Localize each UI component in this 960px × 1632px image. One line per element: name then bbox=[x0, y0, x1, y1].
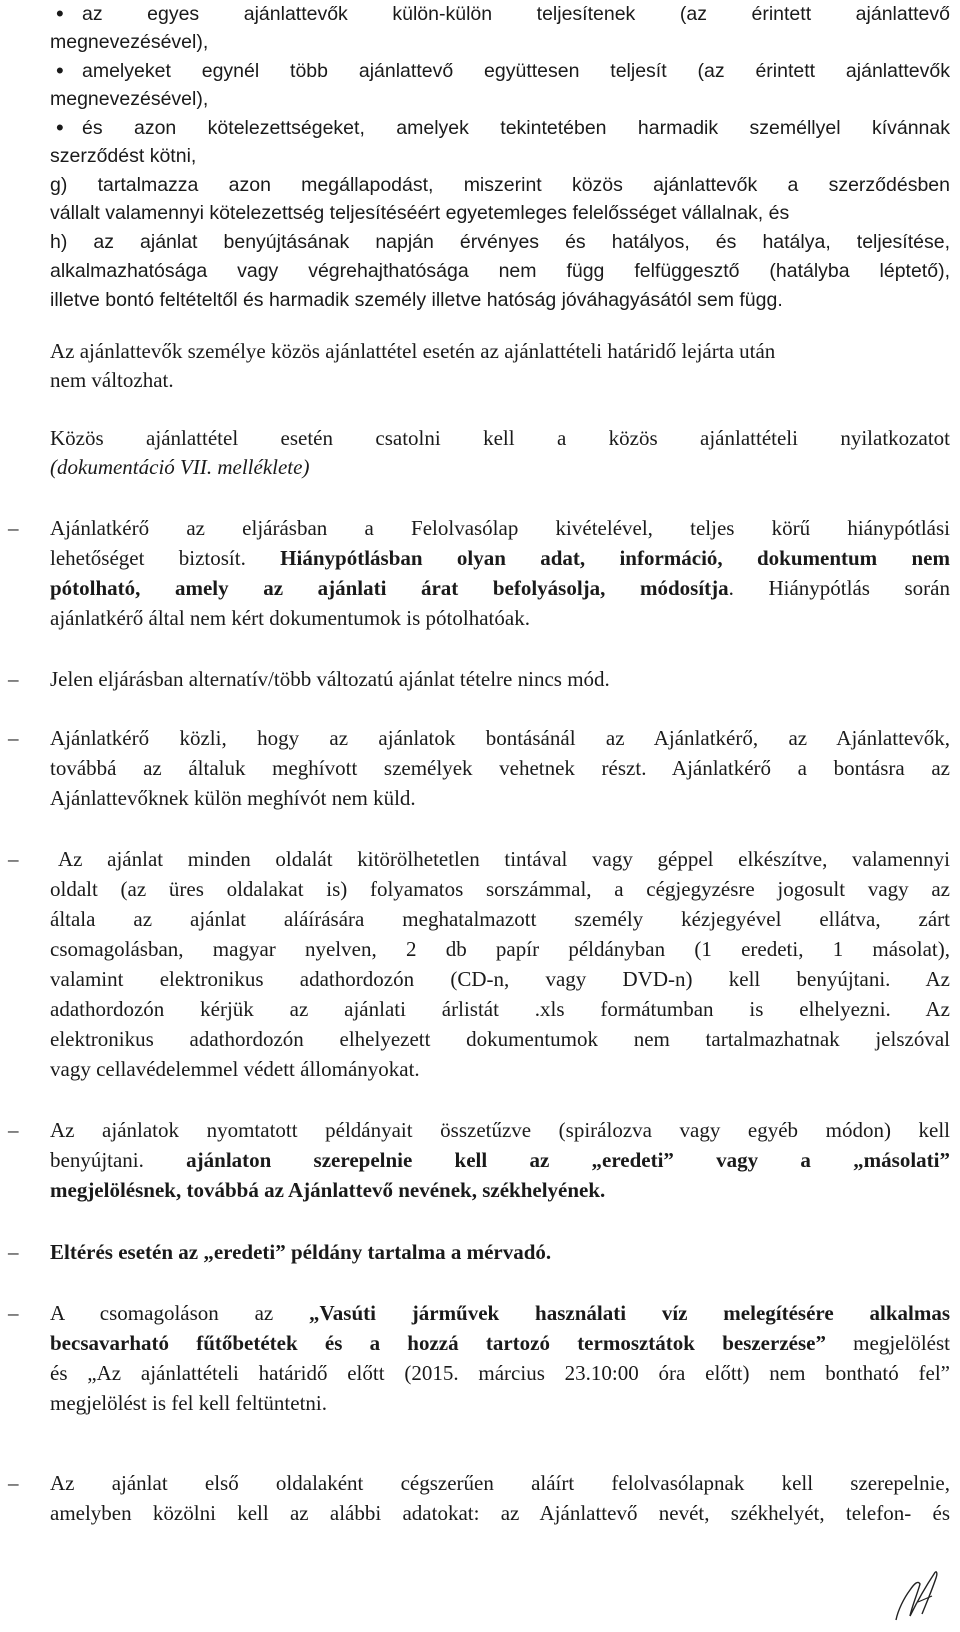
bold-text-run: Hiánypótlásban olyan adat, információ, dokumentum nem bbox=[280, 546, 950, 570]
bullet-dot: • bbox=[56, 115, 64, 140]
discrepancy-line bbox=[50, 1237, 950, 1267]
handwritten-initials bbox=[888, 1562, 948, 1626]
text-run: . Hiánypótlás során bbox=[728, 576, 950, 600]
pages-paragraph-line: általa az ajánlat aláírására meghatalmazott személy kézjegyével ellátva, zárt bbox=[50, 907, 950, 931]
packaging-paragraph-line: megjelölést is fel kell feltüntetni. bbox=[50, 1391, 328, 1415]
bullet-text-line: és azon kötelezettségeket, amelyek tekintetében harmadik személlyel kívánnak bbox=[82, 117, 950, 139]
bullet-text-line: megnevezésével), bbox=[50, 31, 209, 53]
dash-bullet: – bbox=[8, 1301, 19, 1325]
bullet-text-line: amelyeket egynél több ajánlattevő együttesen teljesít (az érintett ajánlattevők bbox=[82, 60, 950, 82]
text-run: megjelölést bbox=[825, 1331, 950, 1355]
pages-paragraph-line: csomagolásban, magyar nyelven, 2 db papír példányban (1 eredeti, 1 másolat), bbox=[50, 937, 950, 961]
dash-bullet: – bbox=[8, 1240, 19, 1264]
pages-paragraph-line: valamint elektronikus adathordozón (CD-n, vagy DVD-n) kell benyújtani. Az bbox=[50, 967, 950, 991]
bullet-text-line: az egyes ajánlattevők külön-külön teljesítenek (az érintett ajánlattevő bbox=[82, 3, 950, 25]
persons-paragraph-line: Az ajánlattevők személye közös ajánlattétel esetén az ajánlattételi határidő lejárta után bbox=[50, 339, 776, 363]
pages-paragraph-line: Az ajánlat minden oldalát kitörölhetetlen tintával vagy géppel elkészítve, valamennyi bbox=[58, 847, 950, 871]
deficiency-paragraph-line bbox=[50, 573, 950, 603]
text-run: A csomagoláson az bbox=[50, 1301, 310, 1325]
printed-copies-line: Az ajánlatok nyomtatott példányait összetűzve (spirálozva vagy egyéb módon) kell bbox=[50, 1118, 950, 1142]
packaging-paragraph-line bbox=[50, 1328, 950, 1358]
bold-text-run: „Vasúti járművek használati víz melegítésére alkalmas bbox=[309, 1301, 950, 1325]
opening-paragraph-line: Ajánlatkérő közli, hogy az ajánlatok bontásánál az Ajánlatkérő, az Ajánlattevők, bbox=[50, 726, 950, 750]
joint-bid-paragraph-line bbox=[50, 452, 950, 482]
dash-bullet: – bbox=[8, 516, 19, 540]
clause-g-line: g) tartalmazza azon megállapodást, miszerint közös ajánlattevők a szerződésben bbox=[50, 174, 950, 196]
bold-text-run: megjelölésnek, továbbá az Ajánlattevő nevének, székhelyének. bbox=[50, 1178, 606, 1202]
reading-sheet-line: amelyben közölni kell az alábbi adatokat: az Ajánlattevő nevét, székhelyét, telefon- és bbox=[50, 1501, 950, 1525]
text-run: lehetőséget biztosít. bbox=[50, 546, 281, 570]
annex-reference: (dokumentáció VII. melléklete) bbox=[50, 455, 310, 479]
joint-bid-paragraph-line: Közös ajánlattétel esetén csatolni kell a közös ajánlattételi nyilatkozatot bbox=[50, 426, 950, 450]
dash-bullet: – bbox=[8, 667, 19, 691]
bold-text-run: ajánlaton szerepelnie kell az „eredeti” vagy a „másolati” bbox=[186, 1148, 950, 1172]
clause-h-line: illetve bontó feltételtől és harmadik személy illetve hatóság jóváhagyásától sem függ. bbox=[50, 289, 783, 311]
bullet-text-line: szerződést kötni, bbox=[50, 145, 197, 167]
pages-paragraph-line: vagy cellavédelemmel védett állományokat. bbox=[50, 1057, 420, 1081]
clause-g-line: vállalt valamennyi kötelezettség teljesítéséért egyetemleges felelősséget vállalnak, és bbox=[50, 202, 790, 224]
pages-paragraph-line: oldalt (az üres oldalakat is) folyamatos sorszámmal, a cégjegyzésre jogosult vagy az bbox=[50, 877, 950, 901]
dash-bullet: – bbox=[8, 1471, 19, 1495]
deficiency-paragraph-line: ajánlatkérő által nem kért dokumentumok is pótolhatóak. bbox=[50, 606, 530, 630]
deficiency-paragraph-line: Ajánlatkérő az eljárásban a Felolvasólap kivételével, teljes körű hiánypótlási bbox=[50, 516, 950, 540]
pages-paragraph-line: elektronikus adathordozón elhelyezett dokumentumok nem tartalmazhatnak jelszóval bbox=[50, 1027, 950, 1051]
printed-copies-line bbox=[50, 1175, 950, 1205]
bullet-text-line: megnevezésével), bbox=[50, 88, 209, 110]
clause-h-line: h) az ajánlat benyújtásának napján érvényes és hatályos, és hatálya, teljesítése, bbox=[50, 231, 950, 253]
persons-paragraph-line: nem változhat. bbox=[50, 368, 174, 392]
dash-bullet: – bbox=[8, 1118, 19, 1142]
printed-copies-line bbox=[50, 1145, 950, 1175]
text-run: benyújtani. bbox=[50, 1148, 187, 1172]
packaging-paragraph-line: és „Az ajánlattételi határidő előtt (2015. március 23.10:00 óra előtt) nem bontható fel” bbox=[50, 1361, 950, 1385]
clause-h-line: alkalmazhatósága vagy végrehajthatósága nem függ felfüggesztő (hatályba léptető), bbox=[50, 260, 950, 282]
bold-text-run: becsavarható fűtőbetétek és a hozzá tartozó termosztátok beszerzése” bbox=[50, 1331, 826, 1355]
deficiency-paragraph-line bbox=[50, 543, 950, 573]
bullet-dot: • bbox=[56, 1, 64, 26]
dash-bullet: – bbox=[8, 847, 19, 871]
bullet-dot: • bbox=[56, 58, 64, 83]
opening-paragraph-line: továbbá az általuk meghívott személyek vehetnek részt. Ajánlatkérő a bontásra az bbox=[50, 756, 950, 780]
alternative-bid-line: Jelen eljárásban alternatív/több változatú ajánlat tételre nincs mód. bbox=[50, 667, 610, 691]
dash-bullet: – bbox=[8, 726, 19, 750]
reading-sheet-line: Az ajánlat első oldalaként cégszerűen aláírt felolvasólapnak kell szerepelnie, bbox=[50, 1471, 950, 1495]
packaging-paragraph-line bbox=[50, 1298, 950, 1328]
bold-text-run: Eltérés esetén az „eredeti” példány tartalma a mérvadó. bbox=[50, 1240, 552, 1264]
pages-paragraph-line: adathordozón kérjük az ajánlati árlistát .xls formátumban is elhelyezni. Az bbox=[50, 997, 950, 1021]
opening-paragraph-line: Ajánlattevőknek külön meghívót nem küld. bbox=[50, 786, 416, 810]
bold-text-run: pótolható, amely az ajánlati árat befolyásolja, módosítja bbox=[50, 576, 729, 600]
